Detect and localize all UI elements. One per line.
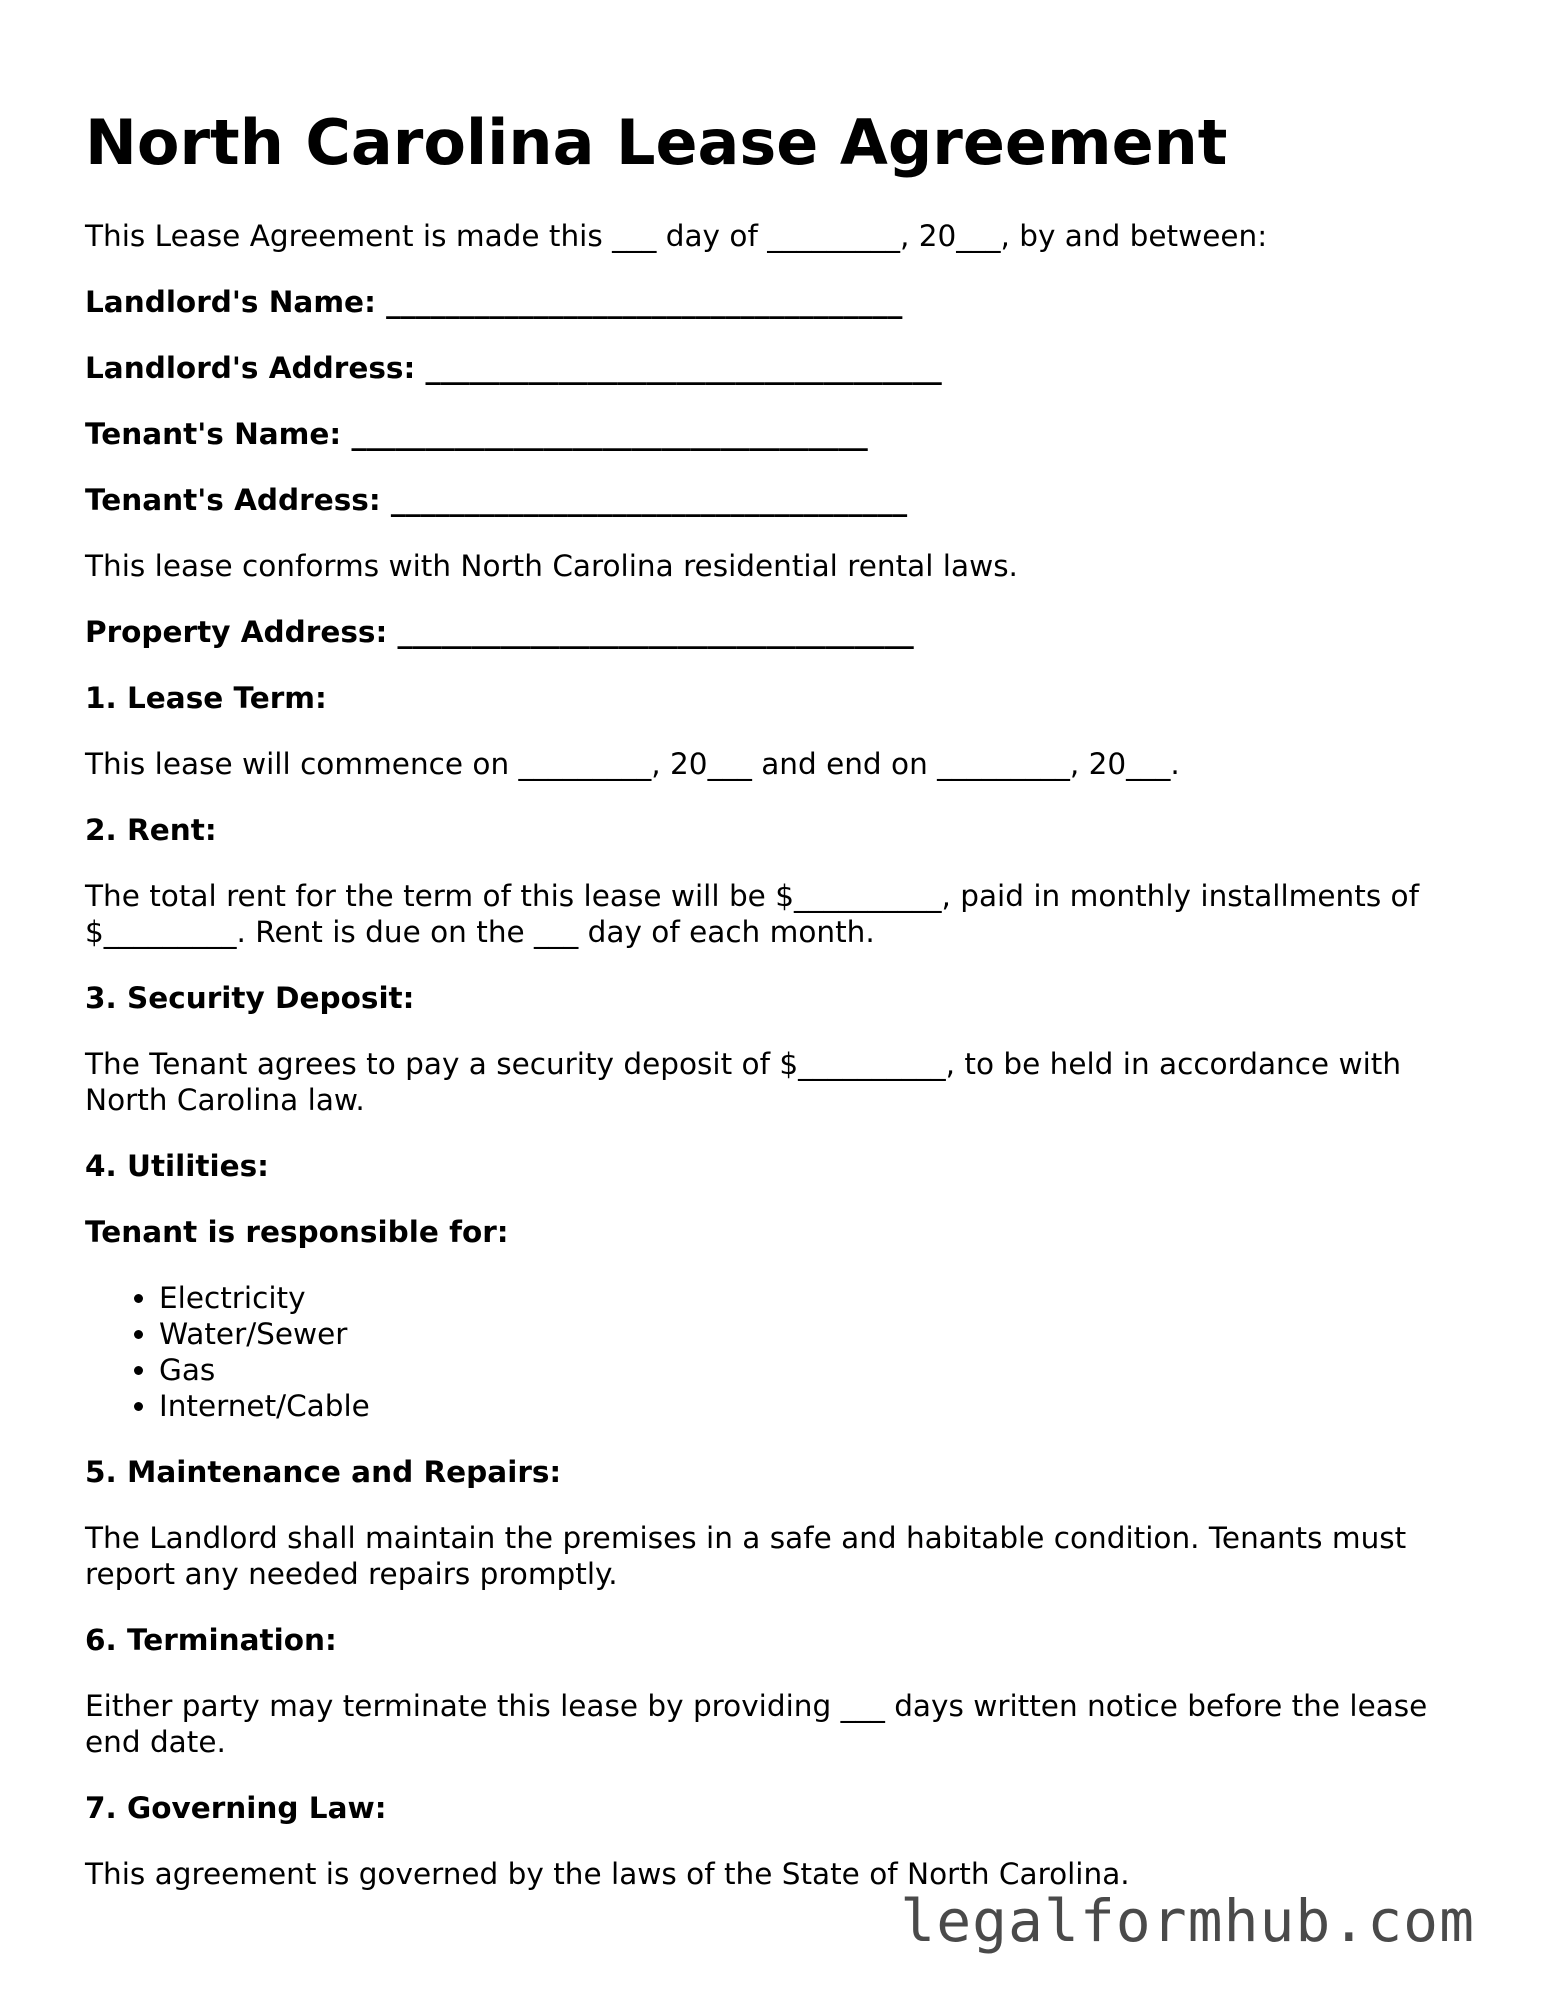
rent-body: The total rent for the term of this lease will be $__________, paid in monthly installments of $_________. Rent is due on the ___ day of each month. — [85, 879, 1419, 949]
conformance-statement: This lease conforms with North Carolina residential rental laws. — [85, 549, 1018, 583]
lease-term-heading: 1. Lease Term: — [85, 681, 327, 715]
intro-paragraph: This Lease Agreement is made this ___ day of _________, 20___, by and between: — [85, 219, 1268, 253]
maintenance-heading: 5. Maintenance and Repairs: — [85, 1455, 562, 1489]
rent-heading: 2. Rent: — [85, 813, 217, 847]
landlord-address-field: Landlord's Address: ___________________________________ — [85, 351, 942, 385]
list-item: • Electricity — [159, 1280, 1475, 1316]
tenant-name-field: Tenant's Name: ___________________________________ — [85, 417, 868, 451]
governing-law-body: This agreement is governed by the laws of the State of North Carolina. — [85, 1857, 1130, 1891]
termination-heading: 6. Termination: — [85, 1623, 337, 1657]
security-deposit-heading: 3. Security Deposit: — [85, 981, 415, 1015]
tenant-address-field: Tenant's Address: ___________________________________ — [85, 483, 908, 517]
list-item: • Internet/Cable — [159, 1388, 1475, 1424]
list-item: • Gas — [159, 1352, 1475, 1388]
security-deposit-body: The Tenant agrees to pay a security deposit of $__________, to be held in accordance with North Carolina law. — [85, 1047, 1402, 1117]
document-title: North Carolina Lease Agreement — [85, 106, 1228, 179]
watermark: legalformhub.com — [900, 1887, 1475, 1955]
utilities-subheading: Tenant is responsible for: — [85, 1215, 509, 1249]
termination-body: Either party may terminate this lease by providing ___ days written notice before the lease end date. — [85, 1689, 1428, 1759]
utilities-list — [85, 1280, 1475, 1424]
maintenance-body: The Landlord shall maintain the premises in a safe and habitable condition. Tenants must report any needed repairs promptly. — [85, 1521, 1407, 1591]
lease-term-body: This lease will commence on _________, 20___ and end on _________, 20___. — [85, 747, 1180, 781]
lease-document — [85, 100, 1475, 1922]
list-item: • Water/Sewer — [159, 1316, 1475, 1352]
landlord-name-field: Landlord's Name: ___________________________________ — [85, 285, 903, 319]
property-address-field: Property Address: ___________________________________ — [85, 615, 914, 649]
utilities-heading: 4. Utilities: — [85, 1149, 269, 1183]
governing-law-heading: 7. Governing Law: — [85, 1791, 387, 1825]
